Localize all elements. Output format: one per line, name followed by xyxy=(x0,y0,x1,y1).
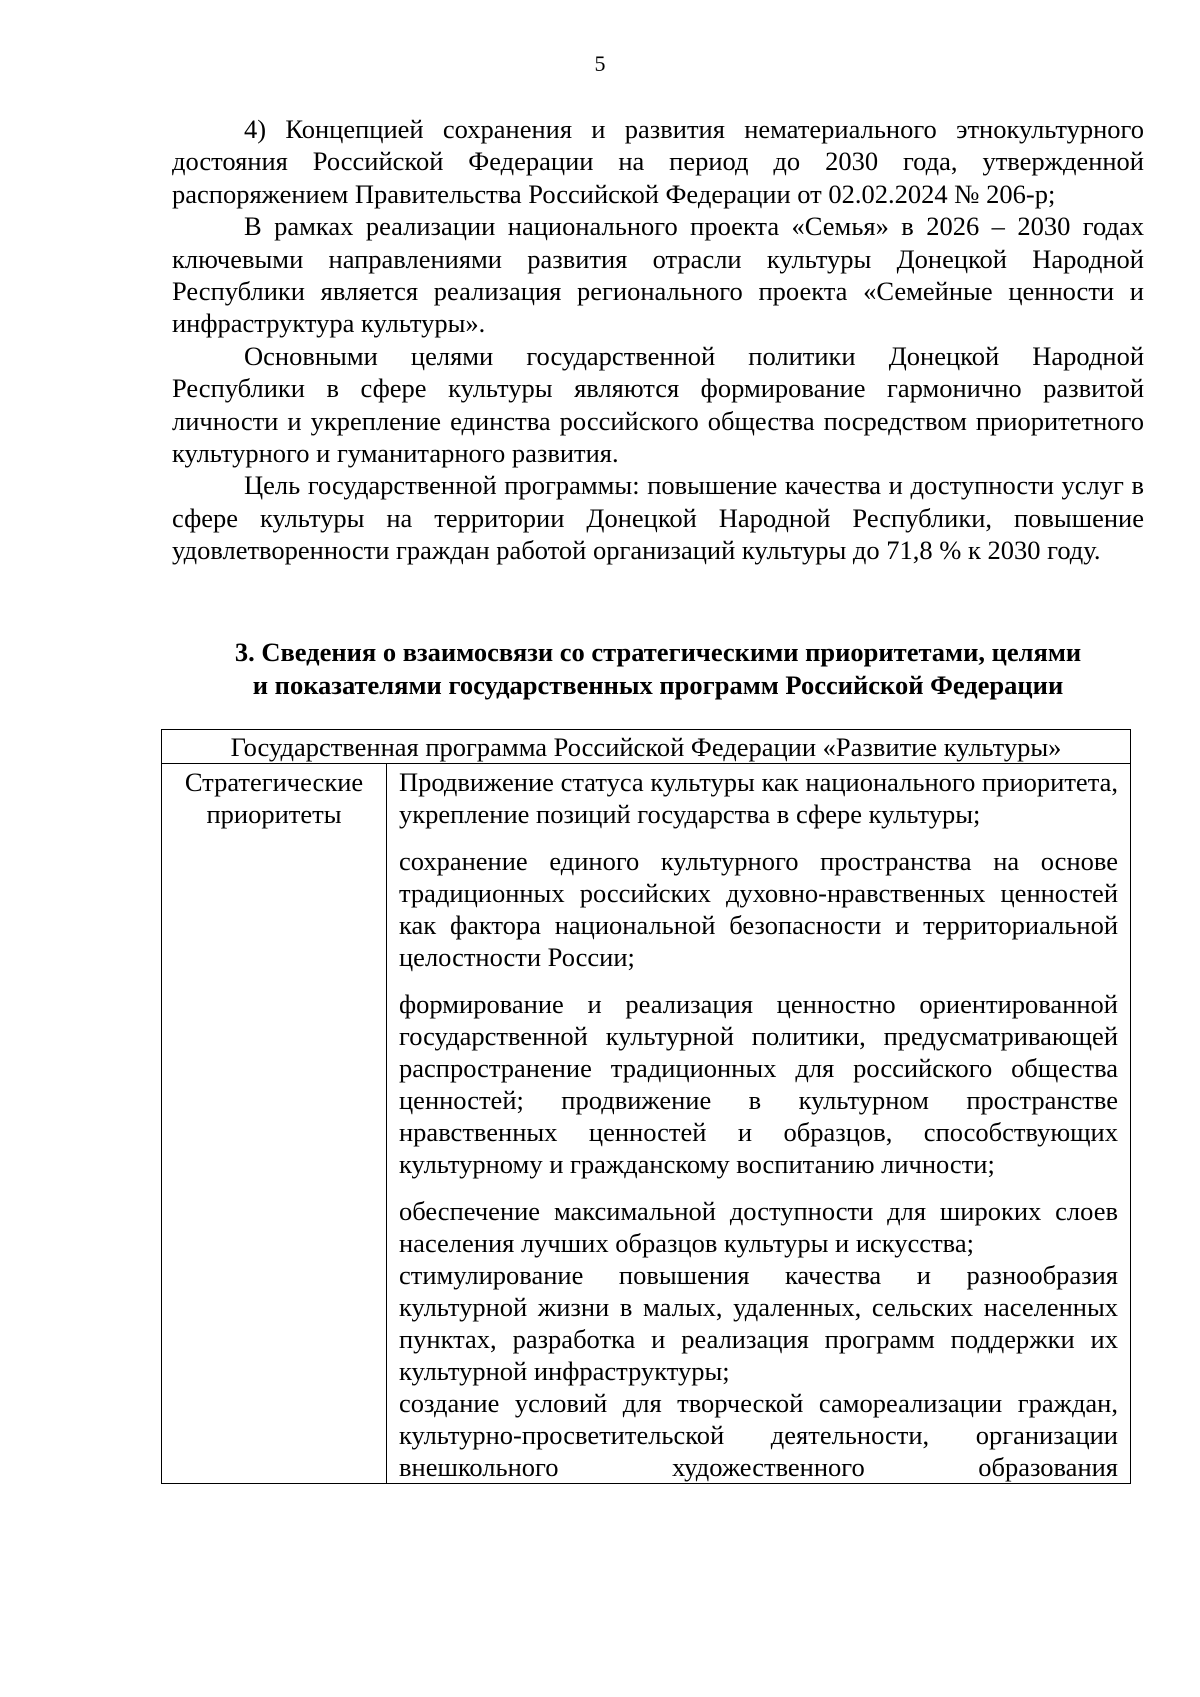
priority-item: формирование и реализация ценностно ориентированной государственной культурной политики, предусматривающей распространение традиционных для российского общества ценностей; продвижение в культурном пространстве нравственных ценностей и образцов, способствующих культурному и гражданскому воспитанию личности; xyxy=(399,989,1118,1179)
table-row xyxy=(162,764,1131,1484)
priority-item: Продвижение статуса культуры как национального приоритета, укрепление позиций государства в сфере культуры; xyxy=(399,767,1118,829)
row-label-line-1: Стратегические xyxy=(184,767,364,797)
table-title: Государственная программа Российской Федерации «Развитие культуры» xyxy=(162,730,1131,764)
paragraph-concept: 4) Концепцией сохранения и развития нематериального этнокультурного достояния Российской Федерации на период до 2030 года, утвержденной распоряжением Правительства Российской Федерации от 02.02.2024 № 206-р; xyxy=(172,114,1144,209)
priorities-cell xyxy=(387,764,1131,1484)
paragraph-family-project: В рамках реализации национального проекта «Семья» в 2026 – 2030 годах ключевыми направлениями развития отрасли культуры Донецкой Народной Республики является реализация регионального проекта «Семейные ценности и инфраструктура культуры». xyxy=(172,211,1144,339)
section-heading-line-2: и показателями государственных программ Российской Федерации xyxy=(252,669,1064,700)
body-text xyxy=(172,113,1144,567)
priority-item: стимулирование повышения качества и разнообразия культурной жизни в малых, удаленных, сельских населенных пунктах, разработка и реализация программ поддержки их культурной инфраструктуры; xyxy=(399,1260,1118,1386)
section-heading-line-1: 3. Сведения о взаимосвязи со стратегическими приоритетами, целями xyxy=(234,637,1082,667)
priority-item: обеспечение максимальной доступности для широких слоев населения лучших образцов культуры и искусства; xyxy=(399,1196,1118,1258)
row-label-cell xyxy=(162,764,387,1484)
section-heading xyxy=(172,636,1144,701)
strategic-priorities-table xyxy=(161,729,1131,1484)
row-label-line-2: приоритеты xyxy=(206,799,342,829)
priority-item: создание условий для творческой самореализации граждан, культурно-просветительской деятельности, организации внешкольного художественного образования xyxy=(399,1388,1118,1482)
page-number: 5 xyxy=(594,51,606,76)
paragraph-program-goal: Цель государственной программы: повышение качества и доступности услуг в сфере культуры на территории Донецкой Народной Республики, повышение удовлетворенности граждан работой организаций культуры до 71,8 % к 2030 году. xyxy=(172,470,1144,566)
priority-item: сохранение единого культурного пространства на основе традиционных российских духовно-нравственных ценностей как фактора национальной безопасности и территориальной целостности России; xyxy=(399,846,1118,972)
table-title-row xyxy=(162,730,1131,764)
paragraph-policy-goals: Основными целями государственной политики Донецкой Народной Республики в сфере культуры являются формирование гармонично развитой личности и укрепление единства российского общества посредством приоритетного культурного и гуманитарного развития. xyxy=(172,340,1144,469)
